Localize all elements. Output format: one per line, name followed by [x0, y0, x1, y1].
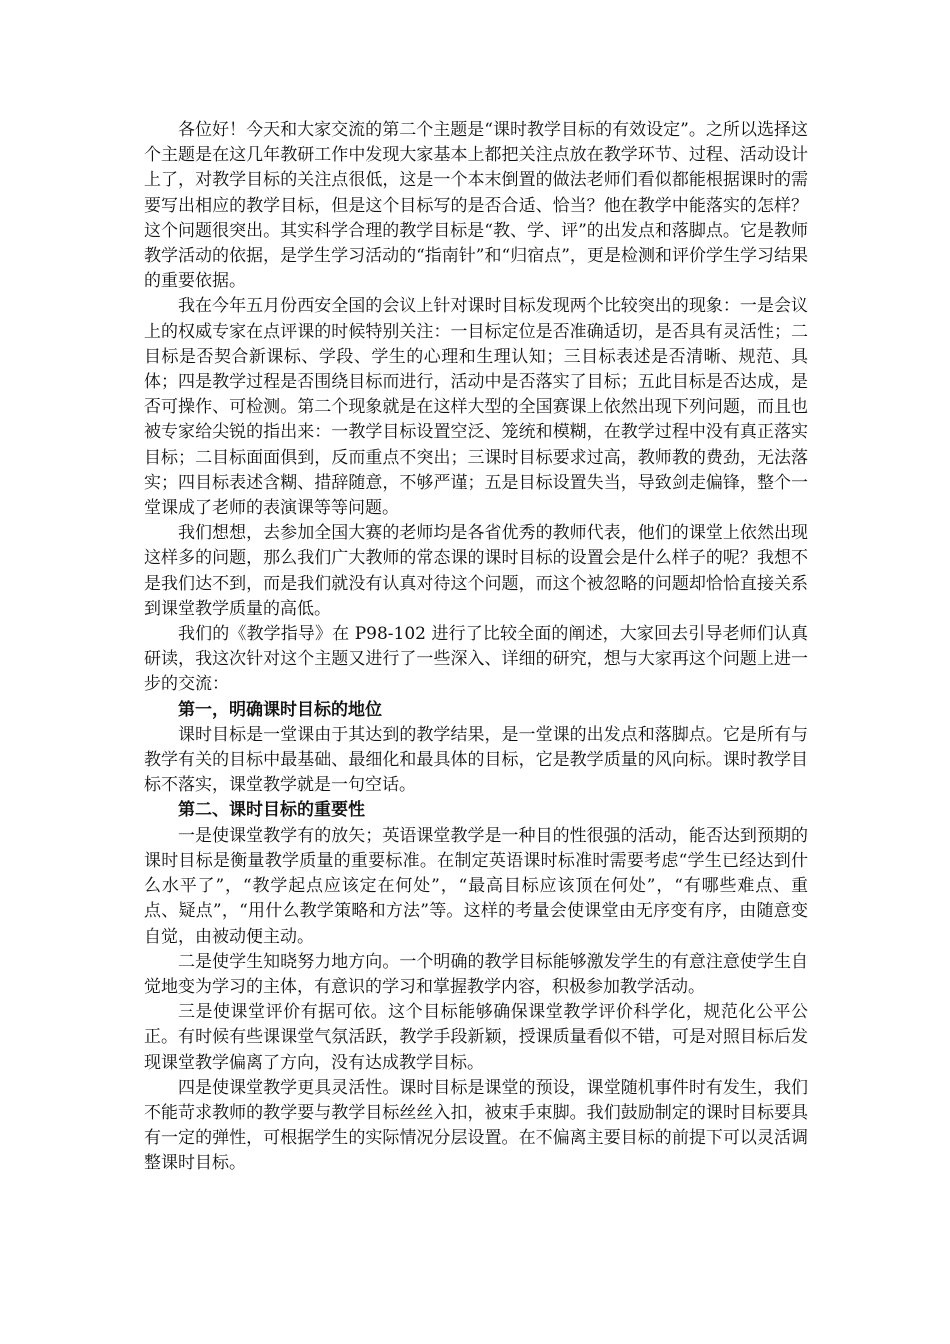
observation-paragraph: 我在今年五月份西安全国的会议上针对课时目标发现两个比较突出的现象：一是会议上的权威专家在点评课的时候特别关注：一目标定位是否准确适切，是否具有灵活性；二目标是否契合新课标、学段、学生的心理和生理认知；三目标表述是否清晰、规范、具体；四是教学过程是否围绕目标而进行，活动中是否落实了目标；五此目标是否达成，是否可操作、可检测。第二个现象就是在这样大型的全国赛课上依然出现下列问题，而且也被专家给尖锐的指出来：一教学目标设置空泛、笼统和模糊，在教学过程中没有真正落实目标；二目标面面俱到，反而重点不突出；三课时目标要求过高，教师教的费劲，无法落实；四目标表述含糊、措辞随意，不够严谨；五是目标设置失当，导致剑走偏锋，整个一堂课成了老师的表演课等等问题。 — [144, 296, 808, 519]
section1-text: 课时目标是一堂课由于其达到的教学结果，是一堂课的出发点和落脚点。它是所有与教学有关的目标中最基础、最细化和最具体的目标，它是教学质量的风向标。课时教学目标不落实，课堂教学就是一句空话。 — [144, 724, 808, 796]
section1-heading: 第一，明确课时目标的地位 — [178, 699, 382, 720]
document-body — [144, 118, 808, 1177]
guide-paragraph: 我们的《教学指导》在 P98-102 进行了比较全面的阐述，大家回去引导老师们认真研读，我这次针对这个主题又进行了一些深入、详细的研究，想与大家再这个问题上进一步的交流： — [144, 624, 808, 695]
section2-item-3: 三是使课堂评价有据可依。这个目标能够确保课堂教学评价科学化，规范化公平公正。有时候有些课课堂气氛活跃，教学手段新颖，授课质量看似不错，可是对照目标后发现课堂教学偏离了方向，没有达成教学目标。 — [144, 1002, 808, 1073]
intro-paragraph: 各位好！今天和大家交流的第二个主题是“课时教学目标的有效设定”。之所以选择这个主题是在这几年教研工作中发现大家基本上都把关注点放在教学环节、过程、活动设计上了，对教学目标的关注点很低，这是一个本末倒置的做法老师们看似都能根据课时的需要写出相应的教学目标，但是这个目标写的是否合适、恰当？他在教学中能落实的怎样？这个问题很突出。其实科学合理的教学目标是“教、学、评”的出发点和落脚点。它是教师教学活动的依据，是学生学习活动的“指南针”和“归宿点”，更是检测和评价学生学习结果的重要依据。 — [144, 120, 808, 292]
reflection-paragraph: 我们想想，去参加全国大赛的老师均是各省优秀的教师代表，他们的课堂上依然出现这样多的问题，那么我们广大教师的常态课的课时目标的设置会是什么样子的呢？我想不是我们达不到，而是我们就没有认真对待这个问题，而这个被忽略的问题却恰恰直接关系到课堂教学质量的高低。 — [144, 523, 808, 619]
section2-item-4: 四是使课堂教学更具灵活性。课时目标是课堂的预设，课堂随机事件时有发生，我们不能苛求教师的教学要与教学目标丝丝入扣，被束手束脚。我们鼓励制定的课时目标要具有一定的弹性，可根据学生的实际情况分层设置。在不偏离主要目标的前提下可以灵活调整课时目标。 — [144, 1077, 808, 1174]
section2-item-1: 一是使课堂教学有的放矢；英语课堂教学是一种目的性很强的活动，能否达到预期的课时目标是衡量教学质量的重要标准。在制定英语课时标准时需要考虑“学生已经达到什么水平了”，“教学起点应该定在何处”，“最高目标应该顶在何处”，“有哪些难点、重点、疑点”，“用什么教学策略和方法”等。这样的考量会使课堂由无序变有序，由随意变自觉，由被动便主动。 — [144, 825, 808, 947]
section2-heading: 第二、课时目标的重要性 — [178, 800, 365, 821]
section2-item-2: 二是使学生知晓努力地方向。一个明确的教学目标能够激发学生的有意注意使学生自觉地变为学习的主体，有意识的学习和掌握教学内容，积极参加教学活动。 — [144, 951, 808, 997]
